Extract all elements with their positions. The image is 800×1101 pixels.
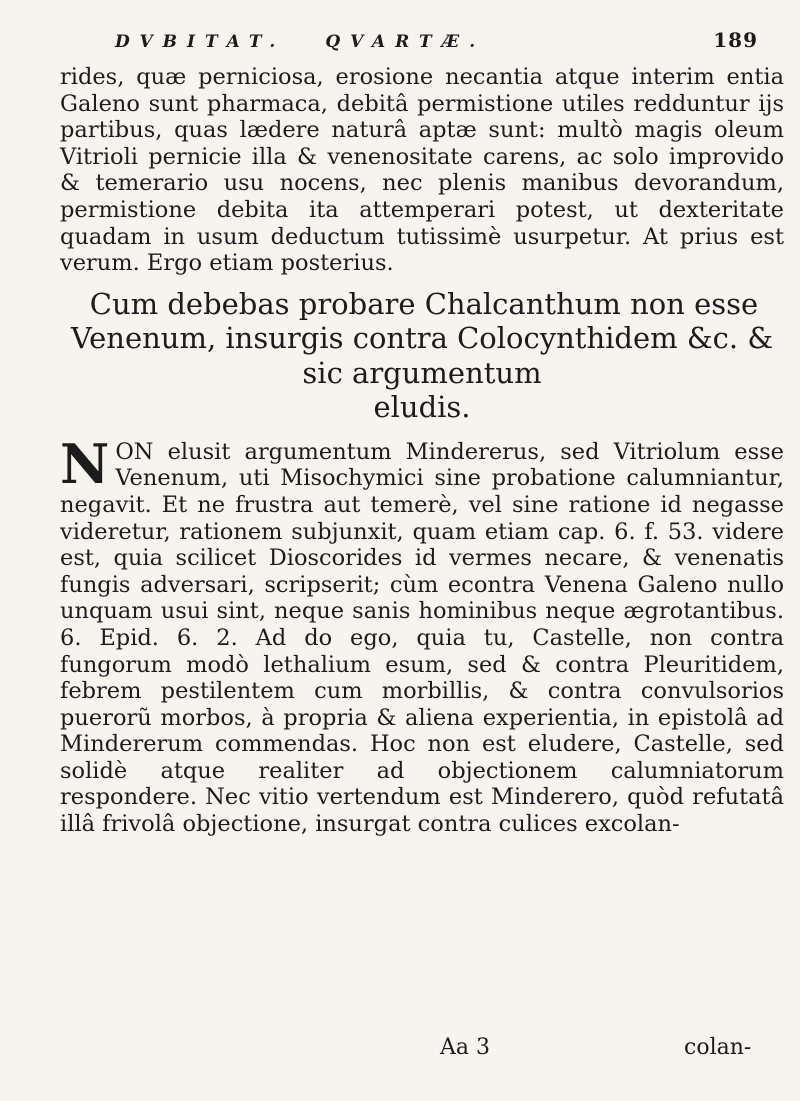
drop-cap: N [60, 431, 110, 496]
heading-line-2: Venenum, insurgis contra Colocynthidem &c. & sic argumentum [70, 321, 774, 390]
signature-mark: Aa 3 [440, 1035, 490, 1060]
section-heading [60, 287, 784, 425]
running-head [115, 28, 764, 64]
heading-line-3: eludis. [373, 390, 471, 425]
paragraph-main-text: ON elusit argumentum Mindererus, sed Vitriolum esse Venenum, uti Misochymici sine probatione calumniantur, negavit. Et ne frustra aut temerè, vel sine ratione id negasse videretur, rationem subjunxit, quam etiam cap. 6. f. 53. videre est, quia scilicet Dioscorides id vermes necare, & venenatis fungis adversari, scripserit; cùm econtra Venena Galeno nullo unquam usui sint, neque sanis hominibus neque ægrotantibus. 6. Epid. 6. 2. Ad do ego, quia tu, Castelle, non contra fungorum modò lethalium esum, sed & contra Pleuritidem, febrem pestilentem cum morbillis, & contra convulsorios puerorũ morbos, à propria & aliena experientia, in epistolâ ad Mindererum commendas. Hoc non est eludere, Castelle, sed solidè atque realiter ad objectionem calumniatorum respondere. Nec vitio vertendum est Minderero, quòd refutatâ illâ frivolâ objectione, insurgat contra culices excolan- [60, 438, 784, 838]
heading-line-1: Cum debebas probare Chalcanthum non esse [89, 286, 759, 321]
catchword: colan- [684, 1035, 752, 1060]
running-head-left: DVBITAT. [115, 32, 286, 52]
paragraph-continuation: rides, quæ perniciosa, erosione necantia atque interim entia Galeno sunt pharmaca, debitâ permistione utiles redduntur ijs partibus, quas lædere naturâ aptæ sunt: multò magis oleum Vitrioli pernicie illa & venenositate carens, ac solo improvido & temerario usu nocens, nec plenis manibus devorandum, permistione debita ita attemperari potest, ut dexteritate quadam in usum deductum tutissimè usurpetur. At prius est verum. Ergo etiam posterius. [60, 64, 784, 277]
page-number: 189 [713, 28, 758, 52]
running-head-right: QVARTÆ. [325, 32, 486, 52]
paragraph-main [60, 431, 784, 838]
